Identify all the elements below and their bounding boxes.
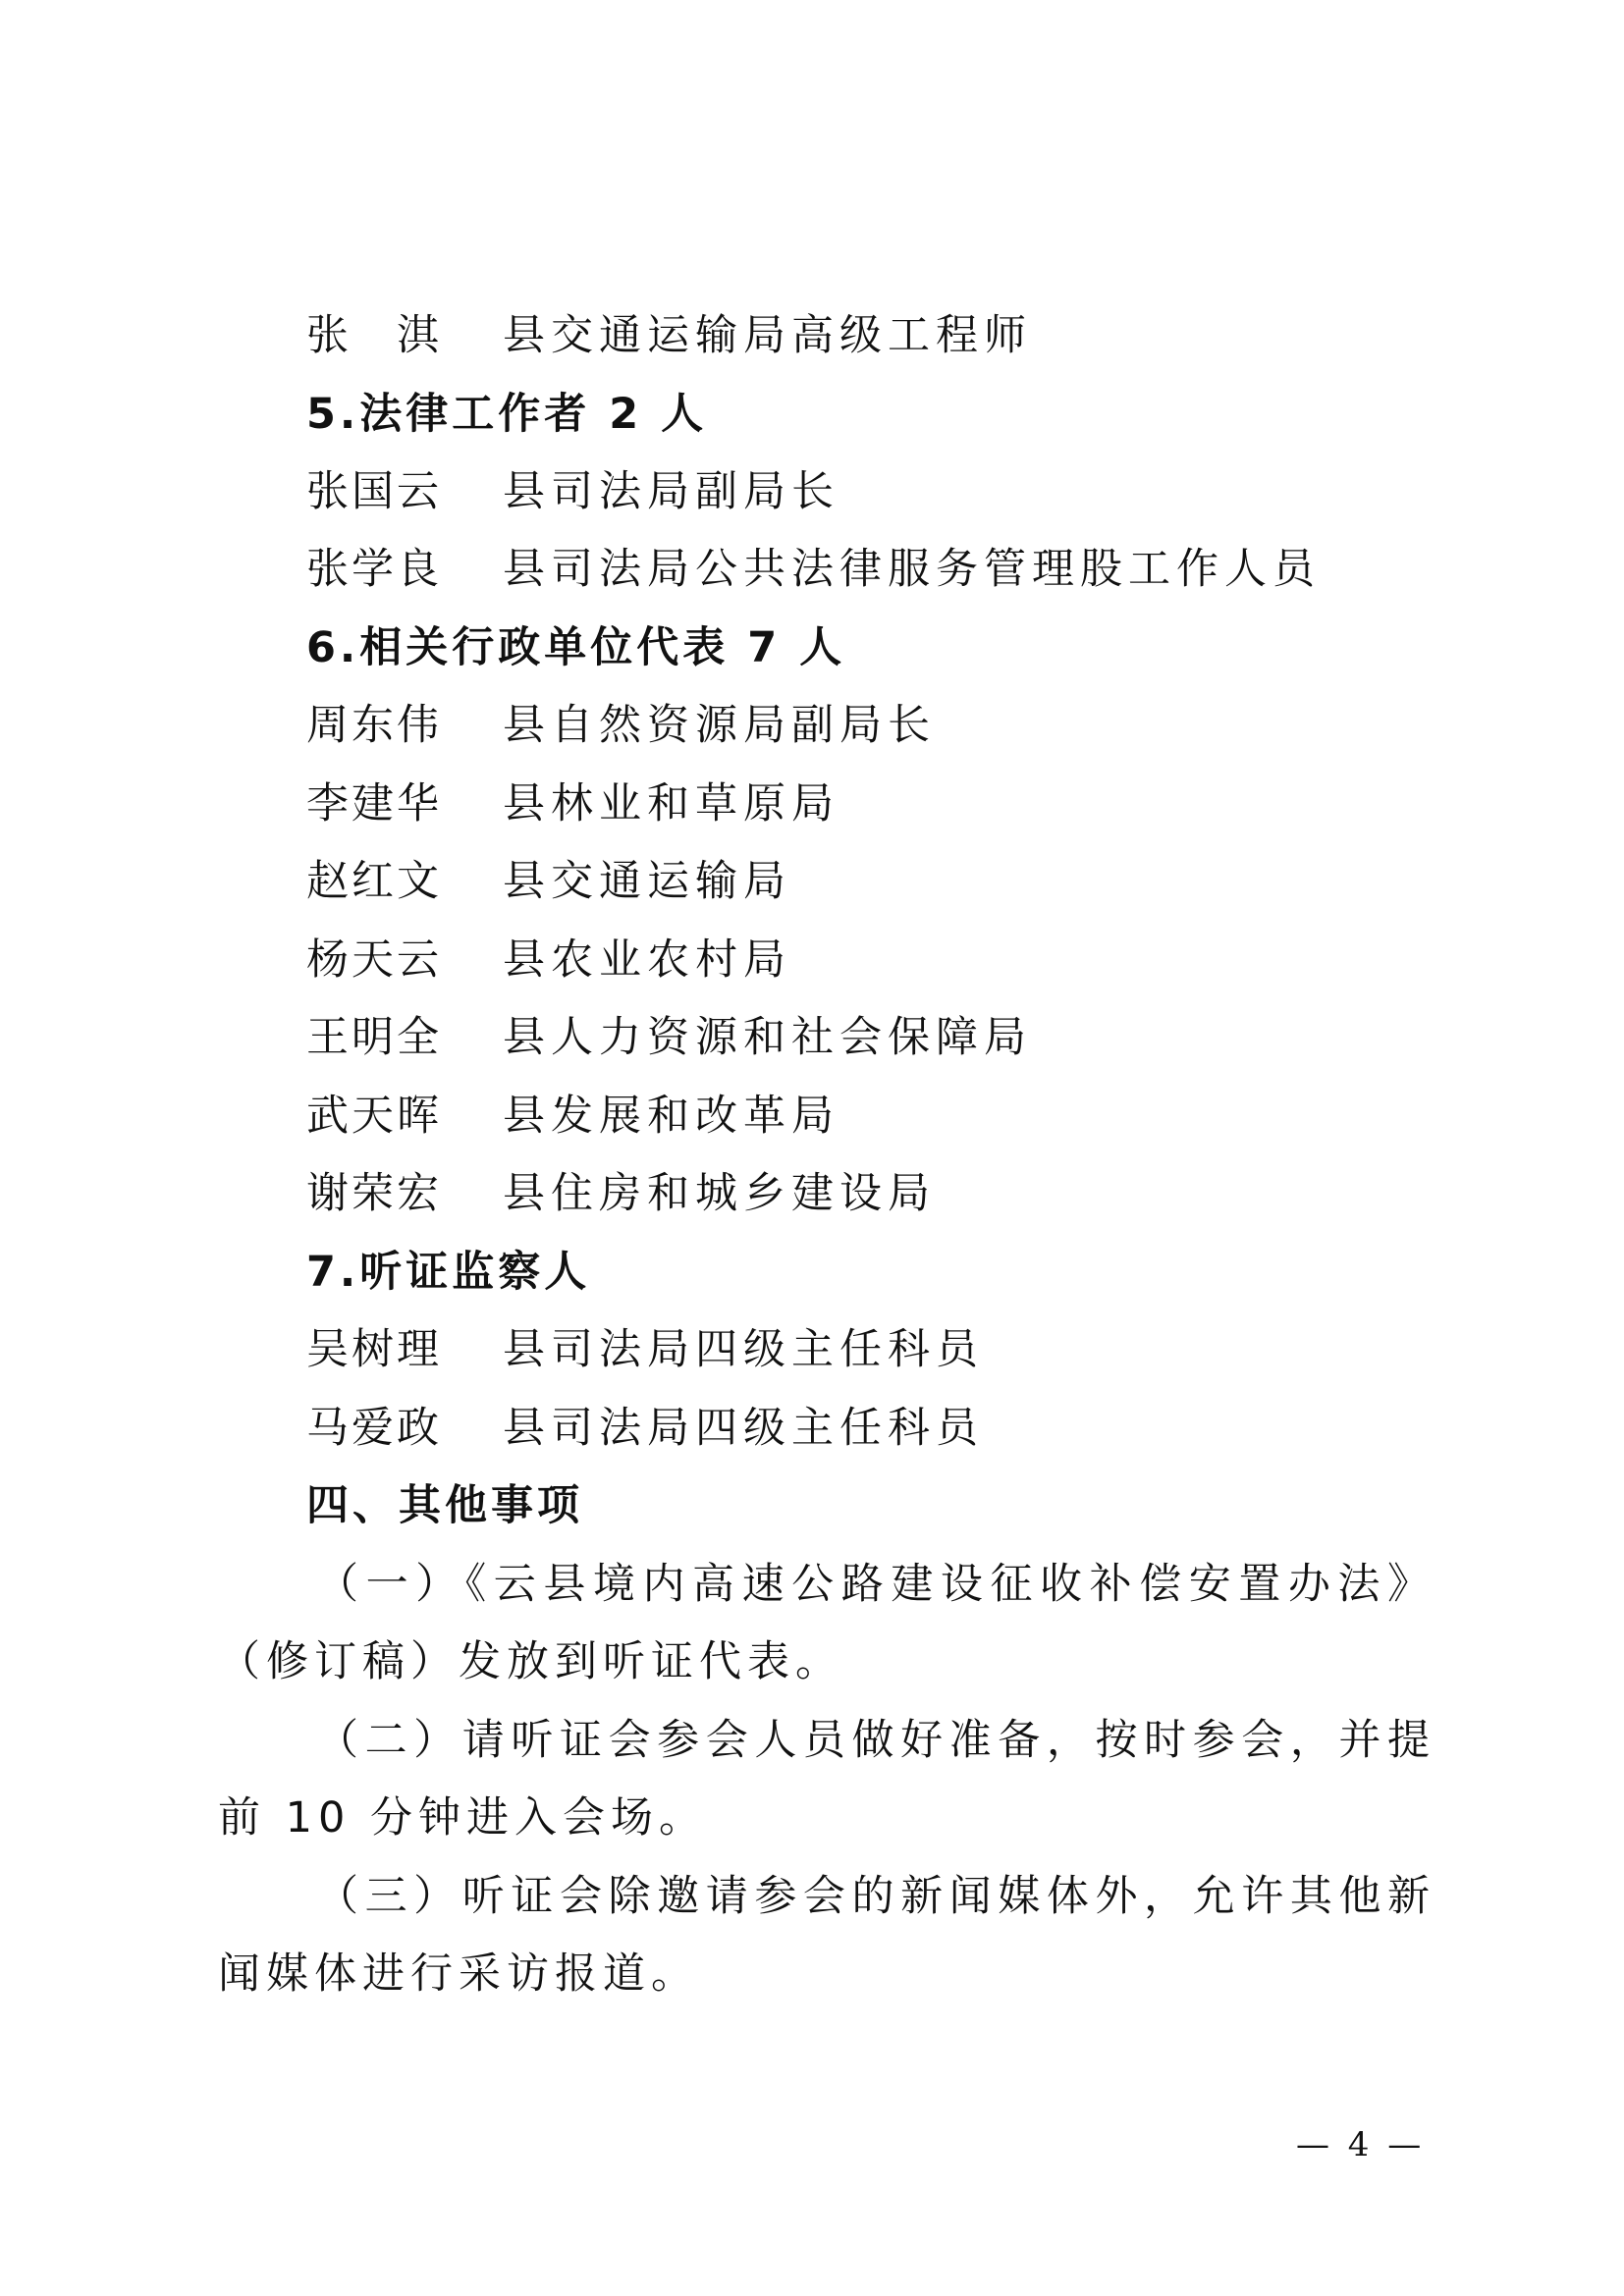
person-role: 县发展和改革局 bbox=[503, 1092, 839, 1141]
person-name: 张国云 bbox=[306, 467, 442, 516]
paragraph-item-1: （一）《云县境内高速公路建设征收补偿安置办法》（修订稿）发放到听证代表。 bbox=[218, 1560, 1435, 1686]
person-name: 张 淇 bbox=[306, 311, 442, 360]
person-name: 吴树理 bbox=[306, 1325, 442, 1374]
person-role: 县司法局四级主任科员 bbox=[503, 1404, 984, 1453]
person-name: 王明全 bbox=[306, 1013, 442, 1062]
section-heading-other-matters: 四、其他事项 bbox=[306, 1481, 583, 1530]
person-role: 县交通运输局 bbox=[503, 857, 791, 906]
paragraph-item-2: （二）请听证会参会人员做好准备，按时参会，并提前 10 分钟进入会场。 bbox=[218, 1716, 1435, 1842]
person-role: 县司法局副局长 bbox=[503, 467, 839, 516]
person-role: 县司法局公共法律服务管理股工作人员 bbox=[503, 545, 1321, 594]
section-heading-legal-workers: 5.法律工作者 2 人 bbox=[306, 390, 708, 439]
person-name: 李建华 bbox=[306, 779, 442, 828]
person-role: 县林业和草原局 bbox=[503, 779, 839, 828]
section-heading-hearing-supervisor: 7.听证监察人 bbox=[306, 1248, 591, 1297]
person-role: 县自然资源局副局长 bbox=[503, 701, 936, 750]
person-name: 张学良 bbox=[306, 545, 442, 594]
person-name: 武天晖 bbox=[306, 1092, 442, 1141]
person-role: 县交通运输局高级工程师 bbox=[503, 311, 1032, 360]
person-name: 周东伟 bbox=[306, 701, 442, 750]
person-name: 赵红文 bbox=[306, 857, 442, 906]
person-role: 县农业农村局 bbox=[503, 935, 791, 985]
page-number: — 4 — bbox=[1296, 2125, 1426, 2164]
person-role: 县人力资源和社会保障局 bbox=[503, 1013, 1032, 1062]
paragraph-item-3: （三）听证会除邀请参会的新闻媒体外，允许其他新闻媒体进行采访报道。 bbox=[218, 1872, 1435, 1999]
person-role: 县住房和城乡建设局 bbox=[503, 1169, 936, 1218]
person-name: 马爱政 bbox=[306, 1404, 442, 1453]
section-heading-admin-units: 6.相关行政单位代表 7 人 bbox=[306, 623, 846, 672]
person-role: 县司法局四级主任科员 bbox=[503, 1325, 984, 1374]
person-name: 谢荣宏 bbox=[306, 1169, 442, 1218]
person-name: 杨天云 bbox=[306, 935, 442, 985]
